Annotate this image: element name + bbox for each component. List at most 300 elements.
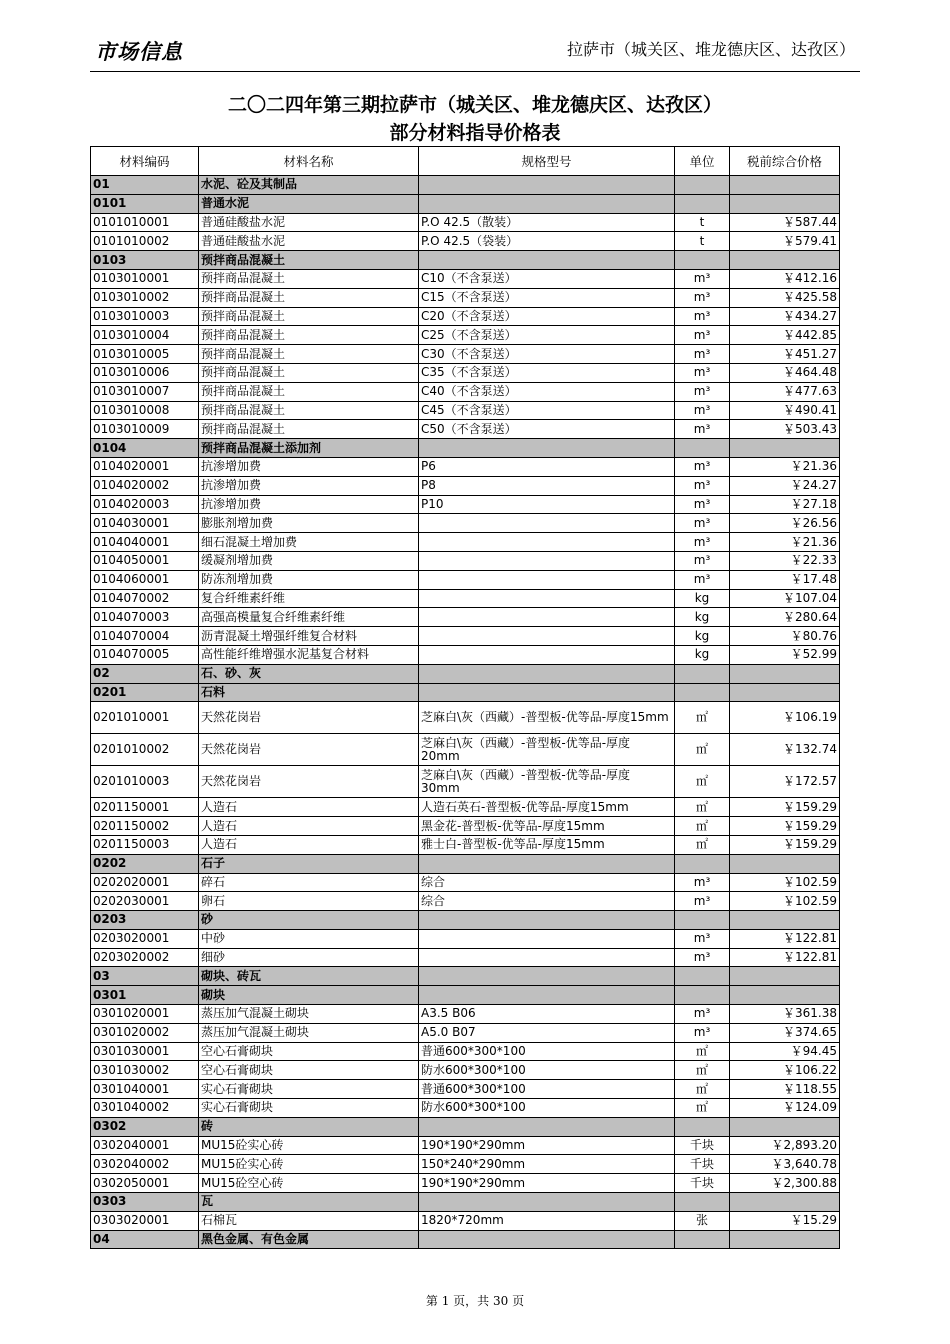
cell-code: 0201010003: [91, 766, 199, 798]
cell-spec: 190*190*290mm: [419, 1174, 675, 1193]
cell-spec: [419, 176, 675, 195]
cell-spec: C40（不含泵送）: [419, 382, 675, 401]
cell-spec: C20（不含泵送）: [419, 307, 675, 326]
cell-unit: m³: [675, 307, 730, 326]
cell-code: 03: [91, 967, 199, 986]
cell-code: 0103010004: [91, 326, 199, 345]
cell-spec: C15（不含泵送）: [419, 288, 675, 307]
cell-unit: m³: [675, 269, 730, 288]
cell-code: 0104070005: [91, 645, 199, 664]
table-row: [91, 734, 840, 766]
category-row: [91, 683, 840, 702]
cell-unit: ㎡: [675, 734, 730, 766]
table-row: [91, 401, 840, 420]
cell-code: 0104040001: [91, 533, 199, 552]
table-row: [91, 1042, 840, 1061]
cell-name: 抗渗增加费: [199, 476, 419, 495]
cell-unit: t: [675, 232, 730, 251]
cell-code: 0104070003: [91, 608, 199, 627]
cell-name: 预拌商品混凝土: [199, 251, 419, 270]
cell-spec: [419, 683, 675, 702]
cell-name: 普通硅酸盐水泥: [199, 213, 419, 232]
table-row: [91, 533, 840, 552]
cell-name: 砖: [199, 1117, 419, 1136]
col-header-name: 材料名称: [199, 147, 419, 176]
category-row: [91, 176, 840, 195]
table-body: [91, 176, 840, 1249]
cell-spec: A3.5 B06: [419, 1005, 675, 1024]
cell-unit: ㎡: [675, 1080, 730, 1099]
cell-spec: 普通600*300*100: [419, 1080, 675, 1099]
table-row: [91, 589, 840, 608]
cell-code: 0201150003: [91, 835, 199, 854]
cell-code: 0201: [91, 683, 199, 702]
cell-name: 石料: [199, 683, 419, 702]
col-header-unit: 单位: [675, 147, 730, 176]
category-row: [91, 1193, 840, 1212]
cell-price: ￥52.99: [730, 645, 840, 664]
cell-name: 预拌商品混凝土: [199, 269, 419, 288]
cell-spec: P.O 42.5（袋装）: [419, 232, 675, 251]
cell-unit: m³: [675, 420, 730, 439]
category-row: [91, 967, 840, 986]
cell-spec: P8: [419, 476, 675, 495]
document-subtitle: 部分材料指导价格表: [389, 122, 561, 144]
cell-unit: kg: [675, 645, 730, 664]
cell-name: 预拌商品混凝土: [199, 382, 419, 401]
category-row: [91, 251, 840, 270]
cell-name: 预拌商品混凝土: [199, 307, 419, 326]
cell-price: [730, 854, 840, 873]
cell-name: 普通水泥: [199, 194, 419, 213]
cell-code: 0202020001: [91, 873, 199, 892]
cell-name: 天然花岗岩: [199, 766, 419, 798]
cell-code: 0103010001: [91, 269, 199, 288]
cell-name: 预拌商品混凝土: [199, 345, 419, 364]
cell-unit: [675, 439, 730, 458]
cell-price: ￥412.16: [730, 269, 840, 288]
cell-code: 0103010006: [91, 363, 199, 382]
cell-spec: [419, 967, 675, 986]
cell-price: ￥17.48: [730, 570, 840, 589]
table-row: [91, 326, 840, 345]
cell-name: 高性能纤维增强水泥基复合材料: [199, 645, 419, 664]
cell-name: 人造石: [199, 817, 419, 836]
cell-name: 实心石膏砌块: [199, 1080, 419, 1099]
cell-price: [730, 251, 840, 270]
cell-unit: m³: [675, 495, 730, 514]
cell-name: 碎石: [199, 873, 419, 892]
cell-price: ￥280.64: [730, 608, 840, 627]
cell-price: ￥80.76: [730, 627, 840, 646]
cell-name: 人造石: [199, 835, 419, 854]
cell-name: 防冻剂增加费: [199, 570, 419, 589]
cell-code: 0201010001: [91, 702, 199, 734]
cell-price: ￥94.45: [730, 1042, 840, 1061]
cell-code: 0301040002: [91, 1099, 199, 1118]
cell-price: ￥451.27: [730, 345, 840, 364]
col-header-code: 材料编码: [91, 147, 199, 176]
cell-spec: 芝麻白\灰（西藏）-普型板-优等品-厚度 20mm: [419, 734, 675, 766]
table-row: [91, 645, 840, 664]
table-row: [91, 1155, 840, 1174]
cell-name: 高强高模量复合纤维素纤维: [199, 608, 419, 627]
cell-name: 预拌商品混凝土: [199, 363, 419, 382]
cell-unit: t: [675, 213, 730, 232]
table-row: [91, 929, 840, 948]
cell-name: 卵石: [199, 892, 419, 911]
cell-unit: ㎡: [675, 1061, 730, 1080]
cell-unit: ㎡: [675, 798, 730, 817]
cell-name: 复合纤维素纤维: [199, 589, 419, 608]
cell-unit: m³: [675, 345, 730, 364]
cell-unit: ㎡: [675, 702, 730, 734]
table-row: [91, 702, 840, 734]
cell-name: 瓦: [199, 1193, 419, 1212]
cell-spec: 普通600*300*100: [419, 1042, 675, 1061]
cell-code: 0104030001: [91, 514, 199, 533]
cell-unit: kg: [675, 627, 730, 646]
cell-code: 0104: [91, 439, 199, 458]
region-label: 拉萨市（城关区、堆龙德庆区、达孜区）: [566, 40, 855, 59]
cell-name: 石、砂、灰: [199, 664, 419, 683]
cell-code: 0103010007: [91, 382, 199, 401]
table-row: [91, 627, 840, 646]
cell-name: 细石混凝土增加费: [199, 533, 419, 552]
cell-code: 0301020002: [91, 1023, 199, 1042]
cell-spec: [419, 854, 675, 873]
table-row: [91, 269, 840, 288]
cell-code: 0301030001: [91, 1042, 199, 1061]
cell-name: 石棉瓦: [199, 1211, 419, 1230]
cell-unit: m³: [675, 288, 730, 307]
cell-spec: 150*240*290mm: [419, 1155, 675, 1174]
cell-name: 人造石: [199, 798, 419, 817]
cell-price: ￥26.56: [730, 514, 840, 533]
cell-unit: m³: [675, 326, 730, 345]
cell-unit: m³: [675, 514, 730, 533]
cell-name: 天然花岗岩: [199, 734, 419, 766]
cell-code: 0303: [91, 1193, 199, 1212]
cell-unit: m³: [675, 1005, 730, 1024]
table-row: [91, 232, 840, 251]
cell-price: ￥587.44: [730, 213, 840, 232]
cell-name: 空心石膏砌块: [199, 1061, 419, 1080]
cell-unit: 张: [675, 1211, 730, 1230]
document-title: 二〇二四年第三期拉萨市（城关区、堆龙德庆区、达孜区）: [227, 94, 722, 116]
table-row: [91, 873, 840, 892]
table-row: [91, 835, 840, 854]
table-row: [91, 514, 840, 533]
cell-code: 0201150002: [91, 817, 199, 836]
cell-code: 0104070002: [91, 589, 199, 608]
cell-price: ￥434.27: [730, 307, 840, 326]
cell-name: 砌块、砖瓦: [199, 967, 419, 986]
category-row: [91, 1117, 840, 1136]
cell-spec: [419, 645, 675, 664]
cell-name: 缓凝剂增加费: [199, 551, 419, 570]
cell-price: [730, 967, 840, 986]
cell-name: 预拌商品混凝土: [199, 420, 419, 439]
cell-unit: ㎡: [675, 1042, 730, 1061]
cell-spec: P.O 42.5（散装）: [419, 213, 675, 232]
table-row: [91, 382, 840, 401]
cell-price: ￥15.29: [730, 1211, 840, 1230]
cell-code: 0302: [91, 1117, 199, 1136]
cell-price: ￥118.55: [730, 1080, 840, 1099]
cell-price: ￥159.29: [730, 835, 840, 854]
cell-unit: m³: [675, 1023, 730, 1042]
cell-name: 蒸压加气混凝土砌块: [199, 1005, 419, 1024]
cell-spec: 防水600*300*100: [419, 1099, 675, 1118]
cell-code: 0103010009: [91, 420, 199, 439]
cell-code: 0103: [91, 251, 199, 270]
cell-unit: ㎡: [675, 817, 730, 836]
cell-code: 0104050001: [91, 551, 199, 570]
cell-spec: C35（不含泵送）: [419, 363, 675, 382]
cell-price: ￥122.81: [730, 929, 840, 948]
cell-price: ￥464.48: [730, 363, 840, 382]
table-row: [91, 476, 840, 495]
cell-unit: 千块: [675, 1136, 730, 1155]
table-row: [91, 608, 840, 627]
cell-unit: [675, 967, 730, 986]
table-row: [91, 457, 840, 476]
cell-unit: [675, 664, 730, 683]
cell-price: ￥172.57: [730, 766, 840, 798]
table-row: [91, 1211, 840, 1230]
cell-name: 水泥、砼及其制品: [199, 176, 419, 195]
category-row: [91, 439, 840, 458]
cell-spec: [419, 439, 675, 458]
cell-name: 抗渗增加费: [199, 457, 419, 476]
cell-spec: C25（不含泵送）: [419, 326, 675, 345]
table-row: [91, 1061, 840, 1080]
table-row: [91, 1099, 840, 1118]
cell-unit: [675, 251, 730, 270]
cell-price: [730, 176, 840, 195]
table-row: [91, 817, 840, 836]
category-row: [91, 854, 840, 873]
table-row: [91, 570, 840, 589]
cell-unit: ㎡: [675, 1099, 730, 1118]
cell-spec: P6: [419, 457, 675, 476]
cell-code: 0301040001: [91, 1080, 199, 1099]
cell-code: 0103010002: [91, 288, 199, 307]
cell-name: 预拌商品混凝土添加剂: [199, 439, 419, 458]
cell-spec: [419, 251, 675, 270]
cell-price: ￥3,640.78: [730, 1155, 840, 1174]
cell-name: 细砂: [199, 948, 419, 967]
cell-name: 抗渗增加费: [199, 495, 419, 514]
table-row: [91, 551, 840, 570]
cell-code: 0104020002: [91, 476, 199, 495]
cell-price: [730, 664, 840, 683]
cell-code: 0203: [91, 911, 199, 930]
cell-spec: [419, 589, 675, 608]
cell-code: 0103010005: [91, 345, 199, 364]
cell-price: ￥425.58: [730, 288, 840, 307]
cell-unit: [675, 194, 730, 213]
cell-spec: [419, 911, 675, 930]
cell-code: 0101: [91, 194, 199, 213]
cell-unit: m³: [675, 401, 730, 420]
cell-spec: [419, 608, 675, 627]
cell-spec: [419, 627, 675, 646]
cell-unit: m³: [675, 457, 730, 476]
cell-unit: m³: [675, 873, 730, 892]
cell-spec: [419, 1230, 675, 1249]
cell-price: ￥159.29: [730, 817, 840, 836]
cell-name: 砂: [199, 911, 419, 930]
cell-name: MU15砼实心砖: [199, 1136, 419, 1155]
cell-name: 实心石膏砌块: [199, 1099, 419, 1118]
cell-spec: A5.0 B07: [419, 1023, 675, 1042]
cell-code: 0202: [91, 854, 199, 873]
col-header-price: 税前综合价格: [730, 147, 840, 176]
cell-price: ￥159.29: [730, 798, 840, 817]
cell-code: 0104020001: [91, 457, 199, 476]
publication-title: 市场信息: [95, 39, 183, 64]
cell-spec: 1820*720mm: [419, 1211, 675, 1230]
table-row: [91, 363, 840, 382]
cell-unit: m³: [675, 382, 730, 401]
cell-code: 0301020001: [91, 1005, 199, 1024]
table-row: [91, 766, 840, 798]
cell-price: [730, 194, 840, 213]
table-row: [91, 1174, 840, 1193]
cell-name: 石子: [199, 854, 419, 873]
cell-name: 普通硅酸盐水泥: [199, 232, 419, 251]
cell-price: ￥374.65: [730, 1023, 840, 1042]
cell-spec: 综合: [419, 892, 675, 911]
cell-price: [730, 1193, 840, 1212]
cell-unit: [675, 1117, 730, 1136]
cell-name: 预拌商品混凝土: [199, 326, 419, 345]
header-rule: [90, 71, 860, 72]
cell-code: 0104070004: [91, 627, 199, 646]
cell-price: ￥27.18: [730, 495, 840, 514]
cell-spec: [419, 948, 675, 967]
cell-price: ￥21.36: [730, 457, 840, 476]
table-row: [91, 798, 840, 817]
cell-price: ￥490.41: [730, 401, 840, 420]
cell-code: 0103010008: [91, 401, 199, 420]
price-table: [90, 146, 840, 1249]
cell-code: 0201010002: [91, 734, 199, 766]
table-row: [91, 892, 840, 911]
cell-unit: m³: [675, 363, 730, 382]
cell-name: 黑色金属、有色金属: [199, 1230, 419, 1249]
cell-unit: [675, 986, 730, 1005]
cell-price: [730, 1230, 840, 1249]
table-header-row: [91, 147, 840, 176]
cell-code: 01: [91, 176, 199, 195]
page-number: 第 1 页，共 30 页: [425, 1294, 525, 1308]
cell-price: ￥106.19: [730, 702, 840, 734]
cell-spec: 黑金花-普型板-优等品-厚度15mm: [419, 817, 675, 836]
table-row: [91, 1080, 840, 1099]
cell-price: ￥107.04: [730, 589, 840, 608]
table-row: [91, 1136, 840, 1155]
table-row: [91, 345, 840, 364]
category-row: [91, 664, 840, 683]
cell-name: 空心石膏砌块: [199, 1042, 419, 1061]
col-header-spec: 规格型号: [419, 147, 675, 176]
table-row: [91, 307, 840, 326]
cell-price: ￥503.43: [730, 420, 840, 439]
cell-spec: [419, 551, 675, 570]
table-row: [91, 288, 840, 307]
cell-unit: m³: [675, 929, 730, 948]
cell-unit: kg: [675, 608, 730, 627]
cell-spec: [419, 986, 675, 1005]
cell-code: 0203020002: [91, 948, 199, 967]
cell-spec: [419, 570, 675, 589]
cell-price: ￥2,893.20: [730, 1136, 840, 1155]
cell-price: ￥477.63: [730, 382, 840, 401]
cell-price: [730, 439, 840, 458]
cell-name: 中砂: [199, 929, 419, 948]
cell-spec: C45（不含泵送）: [419, 401, 675, 420]
cell-name: 预拌商品混凝土: [199, 401, 419, 420]
cell-code: 0203020001: [91, 929, 199, 948]
cell-code: 0101010002: [91, 232, 199, 251]
cell-spec: [419, 664, 675, 683]
cell-name: 天然花岗岩: [199, 702, 419, 734]
cell-name: 预拌商品混凝土: [199, 288, 419, 307]
cell-price: ￥21.36: [730, 533, 840, 552]
cell-price: [730, 1117, 840, 1136]
cell-price: ￥2,300.88: [730, 1174, 840, 1193]
cell-code: 0302040002: [91, 1155, 199, 1174]
cell-price: ￥102.59: [730, 873, 840, 892]
cell-code: 0103010003: [91, 307, 199, 326]
cell-code: 0301: [91, 986, 199, 1005]
cell-unit: m³: [675, 948, 730, 967]
cell-name: 砌块: [199, 986, 419, 1005]
cell-price: ￥106.22: [730, 1061, 840, 1080]
cell-price: ￥24.27: [730, 476, 840, 495]
cell-unit: [675, 911, 730, 930]
cell-unit: ㎡: [675, 835, 730, 854]
cell-code: 0202030001: [91, 892, 199, 911]
cell-unit: [675, 683, 730, 702]
cell-unit: ㎡: [675, 766, 730, 798]
cell-spec: 芝麻白\灰（西藏）-普型板-优等品-厚度15mm: [419, 702, 675, 734]
cell-spec: [419, 514, 675, 533]
cell-price: ￥122.81: [730, 948, 840, 967]
cell-code: 0303020001: [91, 1211, 199, 1230]
cell-price: [730, 911, 840, 930]
cell-price: ￥361.38: [730, 1005, 840, 1024]
table-row: [91, 420, 840, 439]
cell-spec: C10（不含泵送）: [419, 269, 675, 288]
cell-price: ￥132.74: [730, 734, 840, 766]
cell-unit: [675, 1193, 730, 1212]
cell-code: 0301030002: [91, 1061, 199, 1080]
table-row: [91, 495, 840, 514]
cell-code: 0101010001: [91, 213, 199, 232]
cell-code: 0104060001: [91, 570, 199, 589]
cell-spec: [419, 533, 675, 552]
cell-spec: 综合: [419, 873, 675, 892]
cell-name: 膨胀剂增加费: [199, 514, 419, 533]
cell-price: ￥579.41: [730, 232, 840, 251]
cell-spec: C30（不含泵送）: [419, 345, 675, 364]
cell-unit: m³: [675, 533, 730, 552]
cell-code: 04: [91, 1230, 199, 1249]
